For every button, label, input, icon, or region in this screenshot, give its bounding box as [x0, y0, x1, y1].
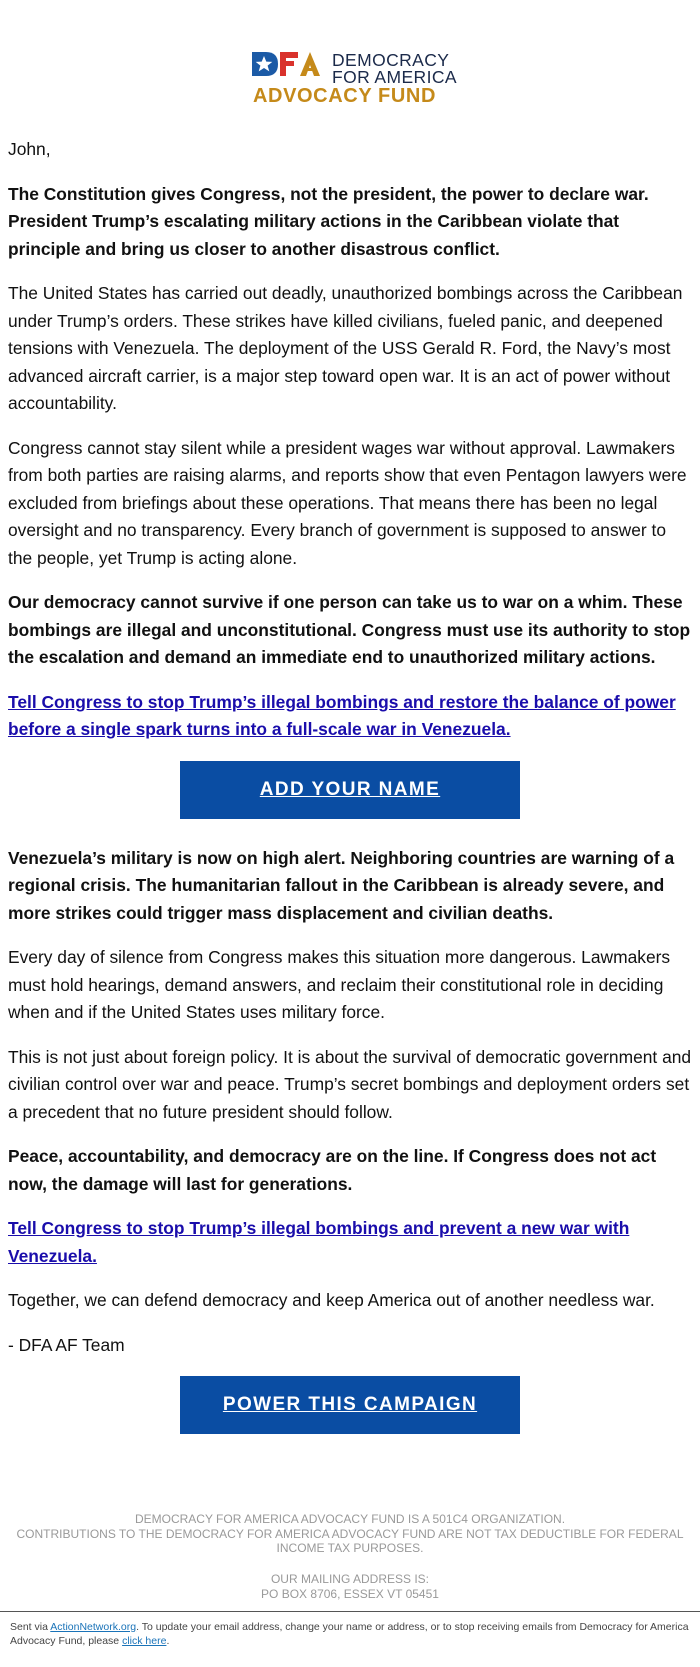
- dfa-logo: [252, 50, 457, 107]
- link2-wrap: [8, 1215, 692, 1270]
- paragraph-congress-silent: Congress cannot stay silent while a president wages war without approval. Lawmakers from both parties are raising alarms, and reports show that even Pentagon lawyers were excluded from briefings about these operations. That means there has been no legal oversight and no transparency. Every branch of government is supposed to answer to the people, yet Trump is acting alone.: [8, 437, 687, 568]
- unsubscribe-click-here-link[interactable]: click here: [122, 1635, 167, 1647]
- legal-notice: [0, 1512, 700, 1556]
- mailing-address: PO BOX 8706, ESSEX VT 05451: [261, 1586, 439, 1601]
- tell-congress-link-2[interactable]: Tell Congress to stop Trump’s illegal bombings and prevent a new war with Venezuela.: [8, 1218, 630, 1266]
- legal-line-501c4: DEMOCRACY FOR AMERICA ADVOCACY FUND IS A 501C4 ORGANIZATION.: [134, 1512, 566, 1526]
- paragraph-every-day: Every day of silence from Congress makes this situation more dangerous. Lawmakers must hold hearings, demand answers, and reclaim their constitutional role in deciding when and if the United States uses military force.: [8, 947, 671, 1022]
- sent-via-notice: [10, 1620, 690, 1648]
- email-content: [8, 136, 692, 1460]
- paragraph-together: Together, we can defend democracy and keep America out of another needless war.: [8, 1290, 655, 1310]
- paragraph-venezuela-alert: Venezuela’s military is now on high alert. Neighboring countries are warning of a regional crisis. The humanitarian fallout in the Caribbean is already severe, and more strikes could trigger mass displacement and civilian deaths.: [8, 847, 675, 923]
- mailing-address-label: OUR MAILING ADDRESS IS:: [270, 1572, 430, 1586]
- paragraph-constitution: The Constitution gives Congress, not the president, the power to declare war. President Trump’s escalating military actions in the Caribbean violate that principle and bring us closer to another disastrous conflict.: [8, 183, 649, 259]
- paragraph-foreign-policy: This is not just about foreign policy. It is about the survival of democratic government and civilian control over war and peace. Trump’s secret bombings and deployment orders set a precedent that no future president should follow.: [8, 1046, 692, 1122]
- sent-suffix: .: [166, 1635, 170, 1647]
- link1-wrap: [8, 689, 692, 744]
- button2-wrap: [8, 1376, 692, 1434]
- dfa-logo-mark-icon: [252, 51, 328, 77]
- mailing-address-block: [0, 1572, 700, 1601]
- legal-line-tax: CONTRIBUTIONS TO THE DEMOCRACY FOR AMERICA ADVOCACY FUND ARE NOT TAX DEDUCTIBLE FOR FEDERAL INCOME TAX PURPOSES.: [16, 1526, 684, 1555]
- tell-congress-link-1[interactable]: Tell Congress to stop Trump’s illegal bombings and restore the balance of power before a single spark turns into a full-scale war in Venezuela.: [8, 691, 676, 739]
- logo-text-for-america: FOR AMERICA: [332, 67, 457, 87]
- paragraph-bombings: The United States has carried out deadly, unauthorized bombings across the Caribbean under Trump’s orders. These strikes have killed civilians, fueled panic, and deepened tensions with Venezuela. The deployment of the USS Gerald R. Ford, the Navy’s most advanced aircraft carrier, is a major step toward open war. It is an act of power without accountability.: [8, 283, 683, 413]
- sent-prefix: Sent via: [10, 1621, 51, 1633]
- footer-divider: [0, 1611, 700, 1612]
- paragraph-peace: Peace, accountability, and democracy are on the line. If Congress does not act now, the damage will last for generations.: [8, 1146, 657, 1194]
- logo-text-democracy: DEMOCRACY: [332, 50, 450, 70]
- actionnetwork-link[interactable]: ActionNetwork.org: [50, 1621, 137, 1633]
- greeting: John,: [8, 139, 51, 159]
- logo-text-advocacy-fund: ADVOCACY FUND: [253, 85, 436, 107]
- paragraph-democracy-survive: Our democracy cannot survive if one person can take us to war on a whim. These bombings are illegal and unconstitutional. Congress must use its authority to stop the escalation and demand an immediate end to unauthorized military actions.: [8, 592, 691, 667]
- add-your-name-button[interactable]: ADD YOUR NAME: [180, 761, 520, 819]
- button1-wrap: [8, 761, 692, 819]
- sent-middle: . To update your email address, change your name or address, or to stop receiving emails from Democracy for America Advocacy Fund, please: [10, 1621, 689, 1647]
- signoff: - DFA AF Team: [8, 1334, 125, 1355]
- power-this-campaign-button[interactable]: POWER THIS CAMPAIGN: [180, 1376, 520, 1434]
